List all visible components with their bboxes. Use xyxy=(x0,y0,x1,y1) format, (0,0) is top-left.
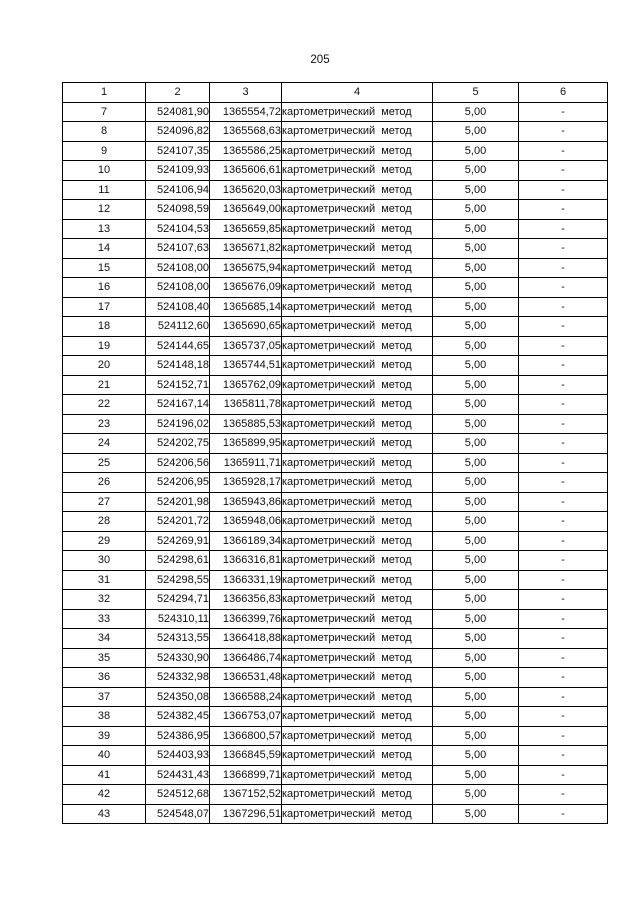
method-cell: картометрический метод xyxy=(282,356,433,376)
accuracy-cell: 5,00 xyxy=(433,492,519,512)
point-number-cell: 7 xyxy=(63,102,146,122)
note-cell: - xyxy=(519,239,608,259)
accuracy-cell: 5,00 xyxy=(433,141,519,161)
x-coordinate-cell: 524548,07 xyxy=(146,804,210,824)
accuracy-cell: 5,00 xyxy=(433,785,519,805)
y-coordinate-cell: 1366588,24 xyxy=(210,687,282,707)
y-coordinate-cell: 1365762,09 xyxy=(210,375,282,395)
y-coordinate-cell: 1365568,63 xyxy=(210,122,282,142)
y-coordinate-cell: 1366899,71 xyxy=(210,765,282,785)
column-header-4: 4 xyxy=(282,83,433,103)
method-cell: картометрический метод xyxy=(282,707,433,727)
table-row xyxy=(63,570,608,590)
y-coordinate-cell: 1366316,81 xyxy=(210,551,282,571)
accuracy-cell: 5,00 xyxy=(433,804,519,824)
note-cell: - xyxy=(519,395,608,415)
x-coordinate-cell: 524108,40 xyxy=(146,297,210,317)
x-coordinate-cell: 524330,90 xyxy=(146,648,210,668)
note-cell: - xyxy=(519,122,608,142)
column-header-3: 3 xyxy=(210,83,282,103)
accuracy-cell: 5,00 xyxy=(433,258,519,278)
accuracy-cell: 5,00 xyxy=(433,434,519,454)
note-cell: - xyxy=(519,785,608,805)
table-row xyxy=(63,648,608,668)
accuracy-cell: 5,00 xyxy=(433,570,519,590)
note-cell: - xyxy=(519,492,608,512)
x-coordinate-cell: 524206,95 xyxy=(146,473,210,493)
point-number-cell: 14 xyxy=(63,239,146,259)
method-cell: картометрический метод xyxy=(282,414,433,434)
y-coordinate-cell: 1366531,48 xyxy=(210,668,282,688)
note-cell: - xyxy=(519,297,608,317)
y-coordinate-cell: 1365606,61 xyxy=(210,161,282,181)
note-cell: - xyxy=(519,356,608,376)
note-cell: - xyxy=(519,278,608,298)
accuracy-cell: 5,00 xyxy=(433,219,519,239)
method-cell: картометрический метод xyxy=(282,746,433,766)
table-row xyxy=(63,453,608,473)
point-number-cell: 34 xyxy=(63,629,146,649)
y-coordinate-cell: 1365899,95 xyxy=(210,434,282,454)
method-cell: картометрический метод xyxy=(282,200,433,220)
x-coordinate-cell: 524104,53 xyxy=(146,219,210,239)
note-cell: - xyxy=(519,609,608,629)
note-cell: - xyxy=(519,746,608,766)
y-coordinate-cell: 1366356,83 xyxy=(210,590,282,610)
x-coordinate-cell: 524107,35 xyxy=(146,141,210,161)
accuracy-cell: 5,00 xyxy=(433,707,519,727)
method-cell: картометрический метод xyxy=(282,395,433,415)
note-cell: - xyxy=(519,102,608,122)
x-coordinate-cell: 524167,14 xyxy=(146,395,210,415)
accuracy-cell: 5,00 xyxy=(433,668,519,688)
method-cell: картометрический метод xyxy=(282,434,433,454)
method-cell: картометрический метод xyxy=(282,804,433,824)
accuracy-cell: 5,00 xyxy=(433,239,519,259)
coordinates-table xyxy=(62,82,608,824)
accuracy-cell: 5,00 xyxy=(433,161,519,181)
x-coordinate-cell: 524081,90 xyxy=(146,102,210,122)
note-cell: - xyxy=(519,141,608,161)
table-row xyxy=(63,336,608,356)
table-row xyxy=(63,707,608,727)
method-cell: картометрический метод xyxy=(282,258,433,278)
point-number-cell: 12 xyxy=(63,200,146,220)
method-cell: картометрический метод xyxy=(282,278,433,298)
x-coordinate-cell: 524098,59 xyxy=(146,200,210,220)
x-coordinate-cell: 524294,71 xyxy=(146,590,210,610)
method-cell: картометрический метод xyxy=(282,609,433,629)
table-row xyxy=(63,258,608,278)
y-coordinate-cell: 1365620,03 xyxy=(210,180,282,200)
method-cell: картометрический метод xyxy=(282,687,433,707)
table-row xyxy=(63,492,608,512)
point-number-cell: 11 xyxy=(63,180,146,200)
y-coordinate-cell: 1366800,57 xyxy=(210,726,282,746)
note-cell: - xyxy=(519,161,608,181)
accuracy-cell: 5,00 xyxy=(433,746,519,766)
accuracy-cell: 5,00 xyxy=(433,102,519,122)
y-coordinate-cell: 1367152,52 xyxy=(210,785,282,805)
x-coordinate-cell: 524332,98 xyxy=(146,668,210,688)
accuracy-cell: 5,00 xyxy=(433,375,519,395)
accuracy-cell: 5,00 xyxy=(433,453,519,473)
table-row xyxy=(63,141,608,161)
note-cell: - xyxy=(519,551,608,571)
note-cell: - xyxy=(519,668,608,688)
x-coordinate-cell: 524108,00 xyxy=(146,278,210,298)
table-header xyxy=(63,83,608,103)
method-cell: картометрический метод xyxy=(282,492,433,512)
table-row xyxy=(63,102,608,122)
table-row xyxy=(63,414,608,434)
table-row xyxy=(63,785,608,805)
method-cell: картометрический метод xyxy=(282,161,433,181)
accuracy-cell: 5,00 xyxy=(433,726,519,746)
table-row xyxy=(63,161,608,181)
table-row xyxy=(63,629,608,649)
table-row xyxy=(63,473,608,493)
x-coordinate-cell: 524350,08 xyxy=(146,687,210,707)
accuracy-cell: 5,00 xyxy=(433,317,519,337)
accuracy-cell: 5,00 xyxy=(433,551,519,571)
y-coordinate-cell: 1367296,51 xyxy=(210,804,282,824)
note-cell: - xyxy=(519,629,608,649)
accuracy-cell: 5,00 xyxy=(433,297,519,317)
method-cell: картометрический метод xyxy=(282,570,433,590)
table-body xyxy=(63,102,608,824)
accuracy-cell: 5,00 xyxy=(433,765,519,785)
accuracy-cell: 5,00 xyxy=(433,531,519,551)
method-cell: картометрический метод xyxy=(282,180,433,200)
y-coordinate-cell: 1365737,05 xyxy=(210,336,282,356)
accuracy-cell: 5,00 xyxy=(433,648,519,668)
method-cell: картометрический метод xyxy=(282,648,433,668)
point-number-cell: 42 xyxy=(63,785,146,805)
point-number-cell: 21 xyxy=(63,375,146,395)
point-number-cell: 23 xyxy=(63,414,146,434)
table-row xyxy=(63,687,608,707)
note-cell: - xyxy=(519,570,608,590)
point-number-cell: 18 xyxy=(63,317,146,337)
accuracy-cell: 5,00 xyxy=(433,200,519,220)
point-number-cell: 25 xyxy=(63,453,146,473)
table-row xyxy=(63,239,608,259)
accuracy-cell: 5,00 xyxy=(433,609,519,629)
table-row xyxy=(63,356,608,376)
x-coordinate-cell: 524298,55 xyxy=(146,570,210,590)
x-coordinate-cell: 524144,65 xyxy=(146,336,210,356)
point-number-cell: 15 xyxy=(63,258,146,278)
y-coordinate-cell: 1365928,17 xyxy=(210,473,282,493)
method-cell: картометрический метод xyxy=(282,239,433,259)
point-number-cell: 13 xyxy=(63,219,146,239)
point-number-cell: 41 xyxy=(63,765,146,785)
y-coordinate-cell: 1365685,14 xyxy=(210,297,282,317)
x-coordinate-cell: 524202,75 xyxy=(146,434,210,454)
note-cell: - xyxy=(519,375,608,395)
x-coordinate-cell: 524108,00 xyxy=(146,258,210,278)
x-coordinate-cell: 524313,55 xyxy=(146,629,210,649)
note-cell: - xyxy=(519,804,608,824)
y-coordinate-cell: 1365586,25 xyxy=(210,141,282,161)
point-number-cell: 43 xyxy=(63,804,146,824)
x-coordinate-cell: 524201,98 xyxy=(146,492,210,512)
accuracy-cell: 5,00 xyxy=(433,122,519,142)
point-number-cell: 24 xyxy=(63,434,146,454)
table-row xyxy=(63,395,608,415)
note-cell: - xyxy=(519,258,608,278)
method-cell: картометрический метод xyxy=(282,297,433,317)
point-number-cell: 33 xyxy=(63,609,146,629)
x-coordinate-cell: 524298,61 xyxy=(146,551,210,571)
table-row xyxy=(63,180,608,200)
accuracy-cell: 5,00 xyxy=(433,512,519,532)
accuracy-cell: 5,00 xyxy=(433,473,519,493)
y-coordinate-cell: 1365943,86 xyxy=(210,492,282,512)
x-coordinate-cell: 524382,45 xyxy=(146,707,210,727)
note-cell: - xyxy=(519,687,608,707)
method-cell: картометрический метод xyxy=(282,317,433,337)
note-cell: - xyxy=(519,512,608,532)
accuracy-cell: 5,00 xyxy=(433,180,519,200)
table-row xyxy=(63,278,608,298)
note-cell: - xyxy=(519,317,608,337)
y-coordinate-cell: 1365649,00 xyxy=(210,200,282,220)
method-cell: картометрический метод xyxy=(282,122,433,142)
y-coordinate-cell: 1365885,53 xyxy=(210,414,282,434)
point-number-cell: 22 xyxy=(63,395,146,415)
column-header-1: 1 xyxy=(63,83,146,103)
point-number-cell: 28 xyxy=(63,512,146,532)
method-cell: картометрический метод xyxy=(282,336,433,356)
note-cell: - xyxy=(519,414,608,434)
point-number-cell: 35 xyxy=(63,648,146,668)
table-row xyxy=(63,551,608,571)
page-number: 205 xyxy=(310,54,330,66)
method-cell: картометрический метод xyxy=(282,726,433,746)
y-coordinate-cell: 1366418,88 xyxy=(210,629,282,649)
method-cell: картометрический метод xyxy=(282,590,433,610)
x-coordinate-cell: 524107,63 xyxy=(146,239,210,259)
method-cell: картометрический метод xyxy=(282,102,433,122)
x-coordinate-cell: 524148,18 xyxy=(146,356,210,376)
x-coordinate-cell: 524431,43 xyxy=(146,765,210,785)
accuracy-cell: 5,00 xyxy=(433,629,519,649)
table-row xyxy=(63,375,608,395)
table-row xyxy=(63,317,608,337)
note-cell: - xyxy=(519,336,608,356)
accuracy-cell: 5,00 xyxy=(433,590,519,610)
point-number-cell: 20 xyxy=(63,356,146,376)
y-coordinate-cell: 1365690,65 xyxy=(210,317,282,337)
method-cell: картометрический метод xyxy=(282,531,433,551)
note-cell: - xyxy=(519,531,608,551)
method-cell: картометрический метод xyxy=(282,219,433,239)
table-row xyxy=(63,122,608,142)
y-coordinate-cell: 1365676,09 xyxy=(210,278,282,298)
note-cell: - xyxy=(519,765,608,785)
method-cell: картометрический метод xyxy=(282,765,433,785)
method-cell: картометрический метод xyxy=(282,473,433,493)
method-cell: картометрический метод xyxy=(282,375,433,395)
column-header-5: 5 xyxy=(433,83,519,103)
point-number-cell: 26 xyxy=(63,473,146,493)
y-coordinate-cell: 1366189,34 xyxy=(210,531,282,551)
x-coordinate-cell: 524403,93 xyxy=(146,746,210,766)
y-coordinate-cell: 1366331,19 xyxy=(210,570,282,590)
y-coordinate-cell: 1365811,78 xyxy=(210,395,282,415)
point-number-cell: 37 xyxy=(63,687,146,707)
point-number-cell: 8 xyxy=(63,122,146,142)
note-cell: - xyxy=(519,707,608,727)
column-header-2: 2 xyxy=(146,83,210,103)
y-coordinate-cell: 1365554,72 xyxy=(210,102,282,122)
x-coordinate-cell: 524106,94 xyxy=(146,180,210,200)
point-number-cell: 32 xyxy=(63,590,146,610)
point-number-cell: 29 xyxy=(63,531,146,551)
point-number-cell: 19 xyxy=(63,336,146,356)
accuracy-cell: 5,00 xyxy=(433,395,519,415)
note-cell: - xyxy=(519,648,608,668)
table-row xyxy=(63,804,608,824)
x-coordinate-cell: 524201,72 xyxy=(146,512,210,532)
method-cell: картометрический метод xyxy=(282,551,433,571)
note-cell: - xyxy=(519,473,608,493)
method-cell: картометрический метод xyxy=(282,629,433,649)
point-number-cell: 17 xyxy=(63,297,146,317)
y-coordinate-cell: 1366399,76 xyxy=(210,609,282,629)
point-number-cell: 38 xyxy=(63,707,146,727)
table-row xyxy=(63,726,608,746)
x-coordinate-cell: 524206,56 xyxy=(146,453,210,473)
note-cell: - xyxy=(519,726,608,746)
method-cell: картометрический метод xyxy=(282,512,433,532)
note-cell: - xyxy=(519,219,608,239)
y-coordinate-cell: 1366845,59 xyxy=(210,746,282,766)
y-coordinate-cell: 1366753,07 xyxy=(210,707,282,727)
accuracy-cell: 5,00 xyxy=(433,336,519,356)
point-number-cell: 40 xyxy=(63,746,146,766)
table-row xyxy=(63,590,608,610)
point-number-cell: 39 xyxy=(63,726,146,746)
point-number-cell: 27 xyxy=(63,492,146,512)
point-number-cell: 9 xyxy=(63,141,146,161)
point-number-cell: 36 xyxy=(63,668,146,688)
table-row xyxy=(63,200,608,220)
y-coordinate-cell: 1366486,74 xyxy=(210,648,282,668)
x-coordinate-cell: 524096,82 xyxy=(146,122,210,142)
accuracy-cell: 5,00 xyxy=(433,278,519,298)
point-number-cell: 16 xyxy=(63,278,146,298)
table-row xyxy=(63,746,608,766)
note-cell: - xyxy=(519,453,608,473)
accuracy-cell: 5,00 xyxy=(433,414,519,434)
accuracy-cell: 5,00 xyxy=(433,687,519,707)
x-coordinate-cell: 524196,02 xyxy=(146,414,210,434)
x-coordinate-cell: 524152,71 xyxy=(146,375,210,395)
table-row xyxy=(63,297,608,317)
point-number-cell: 10 xyxy=(63,161,146,181)
note-cell: - xyxy=(519,434,608,454)
table-row xyxy=(63,765,608,785)
y-coordinate-cell: 1365671,82 xyxy=(210,239,282,259)
x-coordinate-cell: 524112,60 xyxy=(146,317,210,337)
table-row xyxy=(63,668,608,688)
note-cell: - xyxy=(519,200,608,220)
point-number-cell: 31 xyxy=(63,570,146,590)
x-coordinate-cell: 524310,11 xyxy=(146,609,210,629)
method-cell: картометрический метод xyxy=(282,668,433,688)
table-row xyxy=(63,434,608,454)
table-row xyxy=(63,609,608,629)
x-coordinate-cell: 524109,93 xyxy=(146,161,210,181)
accuracy-cell: 5,00 xyxy=(433,356,519,376)
x-coordinate-cell: 524269,91 xyxy=(146,531,210,551)
method-cell: картометрический метод xyxy=(282,453,433,473)
note-cell: - xyxy=(519,180,608,200)
column-header-6: 6 xyxy=(519,83,608,103)
x-coordinate-cell: 524386,95 xyxy=(146,726,210,746)
table-row xyxy=(63,512,608,532)
method-cell: картометрический метод xyxy=(282,785,433,805)
y-coordinate-cell: 1365948,06 xyxy=(210,512,282,532)
y-coordinate-cell: 1365911,71 xyxy=(210,453,282,473)
table-row xyxy=(63,219,608,239)
y-coordinate-cell: 1365744,51 xyxy=(210,356,282,376)
table-row xyxy=(63,531,608,551)
method-cell: картометрический метод xyxy=(282,141,433,161)
note-cell: - xyxy=(519,590,608,610)
point-number-cell: 30 xyxy=(63,551,146,571)
y-coordinate-cell: 1365675,94 xyxy=(210,258,282,278)
header-row xyxy=(63,83,608,103)
x-coordinate-cell: 524512,68 xyxy=(146,785,210,805)
y-coordinate-cell: 1365659,85 xyxy=(210,219,282,239)
